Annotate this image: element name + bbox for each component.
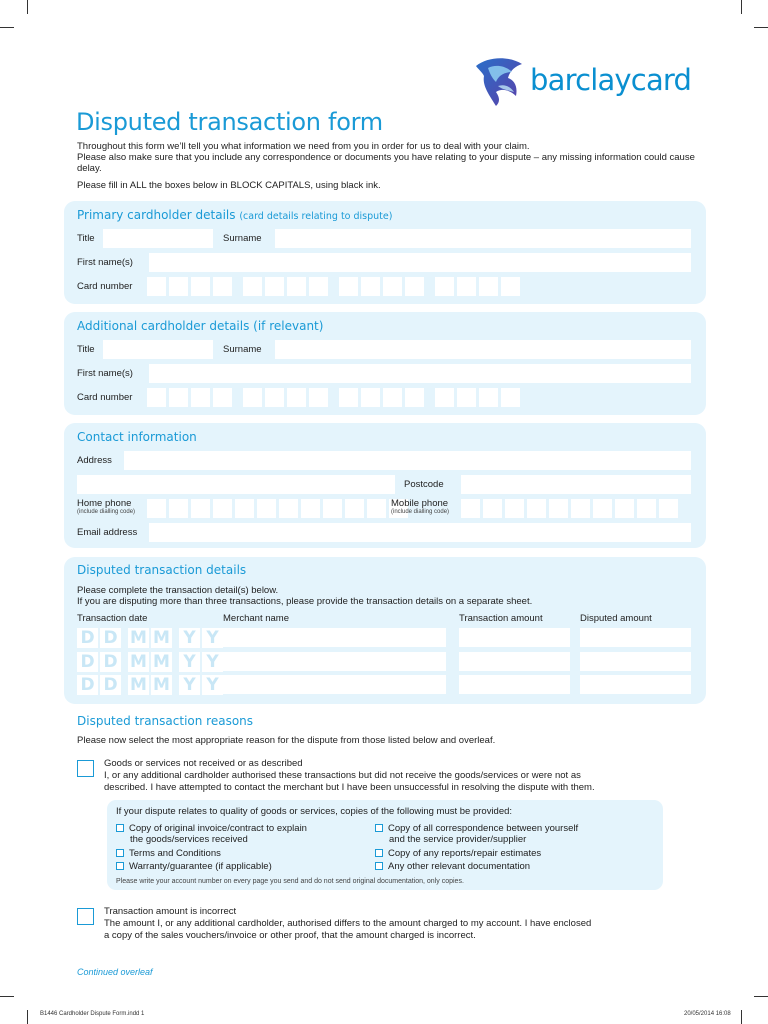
firstname-label: First name(s) — [77, 257, 133, 268]
additional-firstname-input[interactable] — [149, 364, 691, 383]
intro-line-1: Throughout this form we’ll tell you what information we need from you in order for us to deal with your claim. — [77, 141, 530, 152]
additional-cardholder-panel — [64, 312, 706, 415]
additional-surname-input[interactable] — [275, 340, 691, 359]
contact-information-panel — [64, 423, 706, 548]
crop-mark — [741, 1010, 742, 1024]
crop-mark — [27, 0, 28, 14]
reason-amount-incorrect-checkbox[interactable] — [77, 908, 94, 925]
address-label: Address — [77, 455, 112, 466]
intro-line-3: Please fill in ALL the boxes below in BLOCK CAPITALS, using black ink. — [77, 180, 381, 191]
transaction-instruction-1: Please complete the transaction detail(s) below. — [77, 585, 279, 596]
crop-mark — [754, 27, 768, 28]
quality-documents-box — [107, 800, 663, 890]
page-title: Disputed transaction form — [76, 108, 383, 136]
merchant-name-input-1[interactable] — [223, 628, 446, 647]
reason-1-line-1: I, or any additional cardholder authorised these transactions but did not receive the goods/services or were not as — [104, 770, 581, 781]
postcode-input[interactable] — [461, 475, 691, 494]
quality-option-correspondence-line-2: and the service provider/supplier — [389, 834, 527, 845]
merchant-name-input-2[interactable] — [223, 652, 446, 671]
other-docs-checkbox[interactable] — [375, 862, 383, 870]
home-phone-input[interactable] — [147, 499, 411, 518]
col-transaction-date: Transaction date — [77, 613, 148, 624]
crop-mark — [0, 27, 14, 28]
crop-mark — [27, 1010, 28, 1024]
primary-firstname-input[interactable] — [149, 253, 691, 272]
quality-option-invoice[interactable]: Copy of original invoice/contract to explain — [116, 823, 307, 834]
email-label: Email address — [77, 527, 138, 538]
primary-surname-input[interactable] — [275, 229, 691, 248]
crop-mark — [741, 0, 742, 14]
address-line-1-input[interactable] — [124, 451, 691, 470]
quality-option-other[interactable]: Any other relevant documentation — [375, 861, 530, 872]
quality-option-reports[interactable]: Copy of any reports/repair estimates — [375, 848, 541, 859]
warranty-checkbox[interactable] — [116, 862, 124, 870]
transaction-panel-title: Disputed transaction details — [77, 563, 247, 577]
transaction-date-input-1[interactable]: D D M M Y Y — [77, 628, 225, 648]
col-disputed-amount: Disputed amount — [580, 613, 652, 624]
primary-panel-subtitle: (card details relating to dispute) — [239, 211, 393, 222]
invoice-checkbox[interactable] — [116, 824, 124, 832]
reason-2-title: Transaction amount is incorrect — [104, 906, 237, 917]
correspondence-checkbox[interactable] — [375, 824, 383, 832]
brand-name: barclaycard — [530, 63, 692, 97]
transaction-instruction-2: If you are disputing more than three transactions, please provide the transaction details on a separate sheet. — [77, 596, 533, 607]
reasons-instruction: Please now select the most appropriate reason for the dispute from those listed below and overleaf. — [77, 735, 496, 746]
col-transaction-amount: Transaction amount — [459, 613, 543, 624]
mobile-phone-note: (include dialling code) — [391, 509, 450, 515]
quality-option-invoice-line-2: the goods/services received — [130, 834, 248, 845]
address-line-2-input[interactable] — [77, 475, 395, 494]
reasons-title: Disputed transaction reasons — [77, 714, 254, 728]
quality-heading: If your dispute relates to quality of goods or services, copies of the following must be provided: — [116, 806, 513, 817]
eagle-logo-icon — [470, 52, 528, 108]
footer-file-name: B1446 Cardholder Dispute Form.indd 1 — [40, 1011, 145, 1017]
mobile-phone-label: Mobile phone — [391, 498, 449, 509]
crop-mark — [754, 996, 768, 997]
transaction-date-input-3[interactable]: D D M M Y Y — [77, 675, 225, 695]
crop-mark — [0, 996, 14, 997]
quality-note: Please write your account number on every page you send and do not send original documentation, only copies. — [116, 878, 464, 885]
terms-checkbox[interactable] — [116, 849, 124, 857]
merchant-name-input-3[interactable] — [223, 675, 446, 694]
transaction-amount-input-1[interactable] — [459, 628, 570, 647]
home-phone-label: Home phone — [77, 498, 132, 509]
primary-panel-title-text: Primary cardholder details — [77, 208, 236, 222]
quality-option-correspondence[interactable]: Copy of all correspondence between yourself — [375, 823, 578, 834]
email-input[interactable] — [149, 523, 691, 542]
additional-card-number-input[interactable] — [147, 388, 523, 407]
transaction-amount-input-3[interactable] — [459, 675, 570, 694]
primary-cardholder-panel — [64, 201, 706, 304]
mobile-phone-input[interactable] — [461, 499, 681, 518]
reason-1-line-2: described. I have attempted to contact the merchant but I have been unsuccessful in resolving the dispute with them. — [104, 782, 595, 793]
reason-1-title: Goods or services not received or as described — [104, 758, 303, 769]
title-label: Title — [77, 344, 95, 355]
quality-option-terms[interactable]: Terms and Conditions — [116, 848, 221, 859]
transaction-amount-input-2[interactable] — [459, 652, 570, 671]
firstname-label: First name(s) — [77, 368, 133, 379]
additional-title-input[interactable] — [103, 340, 213, 359]
col-merchant-name: Merchant name — [223, 613, 290, 624]
additional-panel-title: Additional cardholder details (if relevant) — [77, 319, 324, 333]
disputed-amount-input-3[interactable] — [580, 675, 691, 694]
continued-overleaf: Continued overleaf — [77, 967, 153, 977]
transaction-details-panel — [64, 557, 706, 704]
reports-checkbox[interactable] — [375, 849, 383, 857]
footer-timestamp: 20/05/2014 16:08 — [684, 1011, 731, 1017]
intro-line-2: Please also make sure that you include any correspondence or documents you have relating to your dispute – any missing information could cause delay. — [77, 152, 695, 174]
postcode-label: Postcode — [404, 479, 444, 490]
disputed-amount-input-2[interactable] — [580, 652, 691, 671]
title-label: Title — [77, 233, 95, 244]
card-number-label: Card number — [77, 392, 133, 403]
contact-panel-title: Contact information — [77, 430, 197, 444]
quality-option-warranty[interactable]: Warranty/guarantee (if applicable) — [116, 861, 272, 872]
transaction-date-input-2[interactable]: D D M M Y Y — [77, 652, 225, 672]
disputed-amount-input-1[interactable] — [580, 628, 691, 647]
reason-2-line-1: The amount I, or any additional cardholder, authorised differs to the amount charged to my account. I have enclosed — [104, 918, 592, 929]
primary-card-number-input[interactable] — [147, 277, 523, 296]
primary-panel-title — [77, 208, 392, 222]
surname-label: Surname — [223, 344, 262, 355]
primary-title-input[interactable] — [103, 229, 213, 248]
barclaycard-logo — [470, 52, 710, 108]
reason-2-line-2: a copy of the sales vouchers/invoice or other proof, that the amount charged is incorrect. — [104, 930, 476, 941]
surname-label: Surname — [223, 233, 262, 244]
home-phone-note: (include dialling code) — [77, 509, 136, 515]
card-number-label: Card number — [77, 281, 133, 292]
reason-goods-not-received-checkbox[interactable] — [77, 760, 94, 777]
